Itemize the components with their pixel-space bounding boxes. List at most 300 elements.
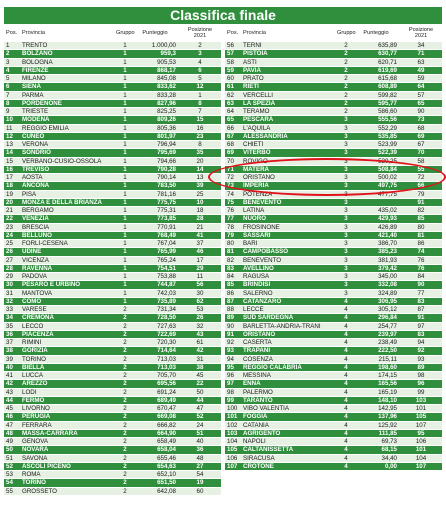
table-row xyxy=(225,240,442,248)
row-provincia: ANCONA xyxy=(22,182,50,190)
row-position: 28 xyxy=(6,264,13,272)
table-row xyxy=(225,347,442,355)
row-posizione-2021: 47 xyxy=(196,405,204,412)
row-position: 13 xyxy=(6,141,13,148)
row-punteggio: 608,89 xyxy=(378,83,397,91)
row-position: 39 xyxy=(6,355,13,363)
row-provincia: AGRIGENTO xyxy=(243,429,281,437)
row-position: 79 xyxy=(227,231,234,239)
row-posizione-2021: 22 xyxy=(196,380,204,388)
table-row xyxy=(4,207,221,215)
row-punteggio: 775,75 xyxy=(157,198,176,206)
table-row xyxy=(225,158,442,166)
row-gruppo: 4 xyxy=(344,429,348,437)
row-provincia: CUNEO xyxy=(22,132,45,140)
table-row xyxy=(4,397,221,405)
row-punteggio: 435,02 xyxy=(378,207,397,214)
row-posizione-2021: 70 xyxy=(417,149,425,157)
row-gruppo: 1 xyxy=(123,149,127,157)
row-posizione-2021: 7 xyxy=(198,108,202,115)
row-punteggio: 655,46 xyxy=(157,454,176,462)
row-posizione-2021: 28 xyxy=(196,215,204,223)
row-punteggio: 111,85 xyxy=(378,429,397,437)
row-position: 64 xyxy=(227,108,234,115)
row-position: 51 xyxy=(6,454,13,462)
row-position: 75 xyxy=(227,198,234,206)
row-provincia: LUCCA xyxy=(22,372,43,379)
row-position: 4 xyxy=(6,66,10,74)
row-punteggio: 142,95 xyxy=(378,405,397,412)
row-punteggio: 381,93 xyxy=(378,256,397,264)
row-gruppo: 4 xyxy=(344,438,348,445)
row-provincia: RAGUSA xyxy=(243,273,270,280)
row-posizione-2021: 31 xyxy=(196,355,204,363)
row-provincia: PARMA xyxy=(22,91,44,99)
table-row xyxy=(225,298,442,306)
header-pos: Pos. xyxy=(6,30,18,36)
row-gruppo: 4 xyxy=(344,355,348,363)
row-punteggio: 825,25 xyxy=(157,108,176,115)
row-posizione-2021: 43 xyxy=(196,330,204,338)
row-posizione-2021: 35 xyxy=(196,149,204,157)
row-punteggio: 658,04 xyxy=(157,446,176,454)
row-posizione-2021: 30 xyxy=(196,289,204,297)
row-posizione-2021: 94 xyxy=(417,339,425,346)
row-posizione-2021: 8 xyxy=(198,141,202,148)
row-position: 103 xyxy=(227,429,238,437)
row-position: 36 xyxy=(6,330,13,338)
row-posizione-2021: 95 xyxy=(417,429,425,437)
row-position: 16 xyxy=(6,165,13,173)
table-row xyxy=(225,207,442,215)
row-punteggio: 222,50 xyxy=(378,347,397,355)
row-posizione-2021: 91 xyxy=(417,314,425,322)
row-posizione-2021: 59 xyxy=(417,75,425,82)
row-gruppo: 1 xyxy=(123,190,127,198)
row-punteggio: 552,29 xyxy=(378,124,397,132)
table-row xyxy=(4,281,221,289)
row-gruppo: 4 xyxy=(344,380,348,388)
row-posizione-2021: 3 xyxy=(198,50,202,58)
row-provincia: TORINO xyxy=(22,479,46,487)
row-provincia: VITERBO xyxy=(243,149,271,157)
row-punteggio: 833,62 xyxy=(157,83,176,91)
table-row xyxy=(4,133,221,141)
row-punteggio: 654,63 xyxy=(157,462,176,470)
row-provincia: COMO xyxy=(22,297,42,305)
table-row xyxy=(225,166,442,174)
row-gruppo: 3 xyxy=(344,256,348,264)
row-posizione-2021: 29 xyxy=(196,264,204,272)
row-gruppo: 3 xyxy=(344,182,348,190)
table-row xyxy=(225,232,442,240)
row-position: 58 xyxy=(227,58,234,66)
row-position: 56 xyxy=(227,42,234,49)
row-posizione-2021: 101 xyxy=(415,446,427,454)
row-gruppo: 2 xyxy=(344,91,348,99)
row-position: 27 xyxy=(6,256,13,264)
row-punteggio: 429,93 xyxy=(378,215,397,223)
row-provincia: TORINO xyxy=(22,355,46,363)
row-punteggio: 767,04 xyxy=(157,240,176,247)
row-position: 8 xyxy=(6,99,10,107)
row-posizione-2021: 91 xyxy=(417,198,425,206)
row-position: 31 xyxy=(6,289,13,297)
row-gruppo: 1 xyxy=(123,91,127,99)
row-gruppo: 3 xyxy=(344,289,348,297)
row-punteggio: 827,96 xyxy=(157,99,176,107)
row-provincia: BENEVENTO xyxy=(243,256,282,264)
row-posizione-2021: 49 xyxy=(417,66,425,74)
row-position: 107 xyxy=(227,462,238,470)
row-gruppo: 2 xyxy=(344,66,348,74)
table-row xyxy=(225,191,442,199)
table-row xyxy=(225,397,442,405)
row-provincia: ORISTANO xyxy=(243,174,275,181)
row-provincia: FERMO xyxy=(22,396,45,404)
table-row xyxy=(225,174,442,182)
row-posizione-2021: 103 xyxy=(415,396,427,404)
row-provincia: BOLOGNA xyxy=(22,58,53,66)
row-gruppo: 4 xyxy=(344,322,348,330)
row-punteggio: 630,77 xyxy=(378,50,397,58)
row-punteggio: 753,88 xyxy=(157,273,176,280)
row-punteggio: 790,28 xyxy=(157,165,176,173)
row-position: 98 xyxy=(227,388,234,396)
row-position: 106 xyxy=(227,454,238,462)
row-position: 80 xyxy=(227,240,234,247)
row-provincia: VERCELLI xyxy=(243,91,273,99)
row-position: 94 xyxy=(227,355,234,363)
row-gruppo: 1 xyxy=(123,198,127,206)
table-row xyxy=(225,141,442,149)
row-posizione-2021: 14 xyxy=(196,165,204,173)
table-row xyxy=(225,224,442,232)
row-provincia: TRENTO xyxy=(22,42,48,49)
row-posizione-2021: 77 xyxy=(417,289,425,297)
row-gruppo: 2 xyxy=(123,487,127,495)
row-posizione-2021: 19 xyxy=(196,479,204,487)
row-posizione-2021: 46 xyxy=(196,248,204,256)
row-gruppo: 1 xyxy=(123,108,127,115)
row-posizione-2021: 39 xyxy=(196,182,204,190)
row-posizione-2021: 25 xyxy=(196,190,204,198)
table-row xyxy=(225,75,442,83)
row-position: 62 xyxy=(227,91,234,99)
row-posizione-2021: 24 xyxy=(196,421,204,429)
row-punteggio: 125,92 xyxy=(378,421,397,429)
table-row xyxy=(4,149,221,157)
row-position: 104 xyxy=(227,438,238,445)
row-gruppo: 4 xyxy=(344,347,348,355)
row-punteggio: 345,00 xyxy=(378,273,397,280)
row-provincia: VIBO VALENTIA xyxy=(243,405,289,412)
row-position: 2 xyxy=(6,50,10,58)
row-provincia: SIRACUSA xyxy=(243,454,275,462)
row-provincia: PISTOIA xyxy=(243,50,268,58)
row-gruppo: 1 xyxy=(123,66,127,74)
row-punteggio: 421,40 xyxy=(378,231,397,239)
row-punteggio: 833,28 xyxy=(157,91,176,99)
row-gruppo: 2 xyxy=(123,421,127,429)
row-gruppo: 3 xyxy=(344,149,348,157)
table-row xyxy=(225,281,442,289)
row-gruppo: 2 xyxy=(123,380,127,388)
row-provincia: TERAMO xyxy=(243,108,270,115)
row-punteggio: 642,08 xyxy=(157,487,176,495)
table-row xyxy=(4,158,221,166)
row-punteggio: 305,12 xyxy=(378,306,397,313)
row-position: 45 xyxy=(6,405,13,412)
row-provincia: UDINE xyxy=(22,248,42,256)
row-posizione-2021: 83 xyxy=(417,330,425,338)
row-posizione-2021: 85 xyxy=(417,215,425,223)
table-row xyxy=(225,413,442,421)
row-posizione-2021: 61 xyxy=(196,339,204,346)
row-position: 24 xyxy=(6,231,13,239)
row-gruppo: 2 xyxy=(344,108,348,115)
table-row xyxy=(4,199,221,207)
row-provincia: PESARO E URBINO xyxy=(22,281,81,289)
table-row xyxy=(225,100,442,108)
row-provincia: LATINA xyxy=(243,207,265,214)
table-row xyxy=(4,67,221,75)
row-posizione-2021: 55 xyxy=(417,165,425,173)
row-gruppo: 2 xyxy=(123,306,127,313)
row-punteggio: 742,03 xyxy=(157,289,176,297)
row-gruppo: 1 xyxy=(123,231,127,239)
table-row xyxy=(4,479,221,487)
row-posizione-2021: 93 xyxy=(417,355,425,363)
row-provincia: TRAPANI xyxy=(243,347,271,355)
row-gruppo: 2 xyxy=(344,50,348,58)
row-punteggio: 385,23 xyxy=(378,248,397,256)
row-provincia: AVELLINO xyxy=(243,264,274,272)
row-punteggio: 781,16 xyxy=(157,190,176,198)
table-row xyxy=(4,273,221,281)
row-gruppo: 1 xyxy=(123,207,127,214)
row-position: 5 xyxy=(6,75,10,82)
row-gruppo: 3 xyxy=(344,190,348,198)
row-provincia: NAPOLI xyxy=(243,438,266,445)
row-posizione-2021: 68 xyxy=(417,124,425,132)
row-provincia: PORDENONE xyxy=(22,99,62,107)
cut-off-headline xyxy=(0,0,446,6)
row-provincia: FOGGIA xyxy=(243,413,268,421)
row-provincia: BRESCIA xyxy=(22,223,50,231)
row-position: 23 xyxy=(6,223,13,231)
row-punteggio: 148,10 xyxy=(378,396,397,404)
row-gruppo: 1 xyxy=(123,281,127,289)
row-gruppo: 2 xyxy=(123,355,127,363)
table-row xyxy=(225,455,442,463)
table-row xyxy=(225,356,442,364)
row-position: 6 xyxy=(6,83,10,91)
right-table xyxy=(225,26,442,512)
row-provincia: BERGAMO xyxy=(22,207,54,214)
table-row xyxy=(225,446,442,454)
row-position: 47 xyxy=(6,421,13,429)
row-posizione-2021: 45 xyxy=(196,372,204,379)
row-punteggio: 796,94 xyxy=(157,141,176,148)
row-position: 53 xyxy=(6,471,13,478)
row-punteggio: 615,68 xyxy=(378,75,397,82)
row-gruppo: 3 xyxy=(344,157,348,165)
row-position: 38 xyxy=(6,347,13,355)
row-gruppo: 4 xyxy=(344,462,348,470)
row-gruppo: 2 xyxy=(123,454,127,462)
row-posizione-2021: 36 xyxy=(196,446,204,454)
row-provincia: NUORO xyxy=(243,215,267,223)
row-provincia: TRIESTE xyxy=(22,108,49,115)
row-gruppo: 1 xyxy=(123,297,127,305)
row-punteggio: 324,89 xyxy=(378,289,397,297)
table-header xyxy=(225,26,442,42)
row-gruppo: 1 xyxy=(123,174,127,181)
row-punteggio: 508,84 xyxy=(378,165,397,173)
row-gruppo: 1 xyxy=(123,240,127,247)
table-row xyxy=(225,199,442,207)
row-provincia: CATANIA xyxy=(243,421,269,429)
row-posizione-2021: 79 xyxy=(417,190,425,198)
row-gruppo: 1 xyxy=(123,50,127,58)
row-position: 29 xyxy=(6,273,13,280)
row-posizione-2021: 76 xyxy=(417,264,425,272)
row-posizione-2021: 5 xyxy=(198,75,202,82)
row-provincia: FROSINONE xyxy=(243,223,280,231)
table-row xyxy=(4,331,221,339)
row-position: 76 xyxy=(227,207,234,214)
row-gruppo: 1 xyxy=(123,248,127,256)
table-row xyxy=(4,471,221,479)
row-posizione-2021: 107 xyxy=(415,421,427,429)
row-punteggio: 198,60 xyxy=(378,363,397,371)
row-posizione-2021: 17 xyxy=(196,256,204,264)
row-provincia: BOLZANO xyxy=(22,50,53,58)
row-punteggio: 801,97 xyxy=(157,132,176,140)
row-position: 70 xyxy=(227,157,234,165)
row-gruppo: 2 xyxy=(123,446,127,454)
row-punteggio: 238,49 xyxy=(378,339,397,346)
table-row xyxy=(225,248,442,256)
row-punteggio: 727,63 xyxy=(157,322,176,330)
row-provincia: PERUGIA xyxy=(22,413,51,421)
table-row xyxy=(225,306,442,314)
row-gruppo: 3 xyxy=(344,141,348,148)
row-posizione-2021: 10 xyxy=(196,198,204,206)
row-provincia: PADOVA xyxy=(22,273,47,280)
row-punteggio: 794,66 xyxy=(157,157,176,165)
table-row xyxy=(4,339,221,347)
row-provincia: NOVARA xyxy=(22,446,49,454)
row-gruppo: 2 xyxy=(123,322,127,330)
table-row xyxy=(4,413,221,421)
row-punteggio: 713,03 xyxy=(157,363,176,371)
row-gruppo: 2 xyxy=(123,413,127,421)
table-row xyxy=(4,356,221,364)
row-posizione-2021: 86 xyxy=(417,240,425,247)
row-gruppo: 1 xyxy=(123,182,127,190)
row-provincia: REGGIO EMILIA xyxy=(22,124,69,132)
table-row xyxy=(4,174,221,182)
row-gruppo: 1 xyxy=(123,165,127,173)
row-punteggio: 426,89 xyxy=(378,223,397,231)
row-gruppo: 3 xyxy=(344,174,348,181)
row-punteggio: 477,75 xyxy=(378,190,397,198)
row-gruppo: 2 xyxy=(123,462,127,470)
header-posizione: Posizione 2021 xyxy=(408,27,434,40)
row-posizione-2021: 67 xyxy=(417,141,425,148)
row-posizione-2021: 41 xyxy=(196,231,204,239)
row-position: 57 xyxy=(227,50,234,58)
row-gruppo: 4 xyxy=(344,306,348,313)
row-posizione-2021: 38 xyxy=(196,363,204,371)
row-posizione-2021: 97 xyxy=(417,322,425,330)
row-provincia: FIRENZE xyxy=(22,66,49,74)
row-gruppo: 4 xyxy=(344,372,348,379)
table-row xyxy=(4,42,221,50)
row-posizione-2021: 105 xyxy=(415,413,427,421)
row-punteggio: 783,50 xyxy=(157,182,176,190)
row-posizione-2021: 80 xyxy=(417,223,425,231)
row-position: 84 xyxy=(227,273,234,280)
header-gruppo: Gruppo xyxy=(337,30,356,36)
row-punteggio: 332,08 xyxy=(378,281,397,289)
row-posizione-2021: 8 xyxy=(198,99,202,107)
row-position: 91 xyxy=(227,330,234,338)
row-position: 19 xyxy=(6,190,13,198)
row-position: 78 xyxy=(227,223,234,231)
row-posizione-2021: 71 xyxy=(417,50,425,58)
row-punteggio: 765,99 xyxy=(157,248,176,256)
table-row xyxy=(4,240,221,248)
row-gruppo: 2 xyxy=(344,42,348,49)
row-gruppo: 1 xyxy=(123,264,127,272)
table-row xyxy=(225,314,442,322)
row-provincia: LECCO xyxy=(22,322,44,330)
row-position: 68 xyxy=(227,141,234,148)
row-posizione-2021: 27 xyxy=(196,462,204,470)
row-gruppo: 3 xyxy=(344,215,348,223)
row-provincia: ASTI xyxy=(243,58,257,66)
table-row xyxy=(225,265,442,273)
row-gruppo: 1 xyxy=(123,124,127,132)
row-provincia: RIMINI xyxy=(22,339,42,346)
row-position: 17 xyxy=(6,174,13,181)
row-posizione-2021: 57 xyxy=(417,91,425,99)
row-punteggio: 773,85 xyxy=(157,215,176,223)
row-provincia: SAVONA xyxy=(22,454,48,462)
row-provincia: PRATO xyxy=(243,75,264,82)
row-provincia: TREVISO xyxy=(22,165,50,173)
header-punteggio: Punteggio xyxy=(142,30,168,36)
row-position: 21 xyxy=(6,207,13,214)
row-provincia: AOSTA xyxy=(22,174,43,181)
row-punteggio: 805,36 xyxy=(157,124,176,132)
row-provincia: RAVENNA xyxy=(22,264,53,272)
row-punteggio: 296,84 xyxy=(378,314,397,322)
table-row xyxy=(4,380,221,388)
table-header xyxy=(4,26,221,42)
row-provincia: VERBANO-CUSIO-OSSOLA xyxy=(22,157,102,165)
row-posizione-2021: 2 xyxy=(198,42,202,49)
row-position: 82 xyxy=(227,256,234,264)
row-provincia: ENNA xyxy=(243,380,261,388)
table-row xyxy=(4,347,221,355)
row-punteggio: 731,34 xyxy=(157,306,176,313)
row-gruppo: 2 xyxy=(123,396,127,404)
table-row xyxy=(4,224,221,232)
